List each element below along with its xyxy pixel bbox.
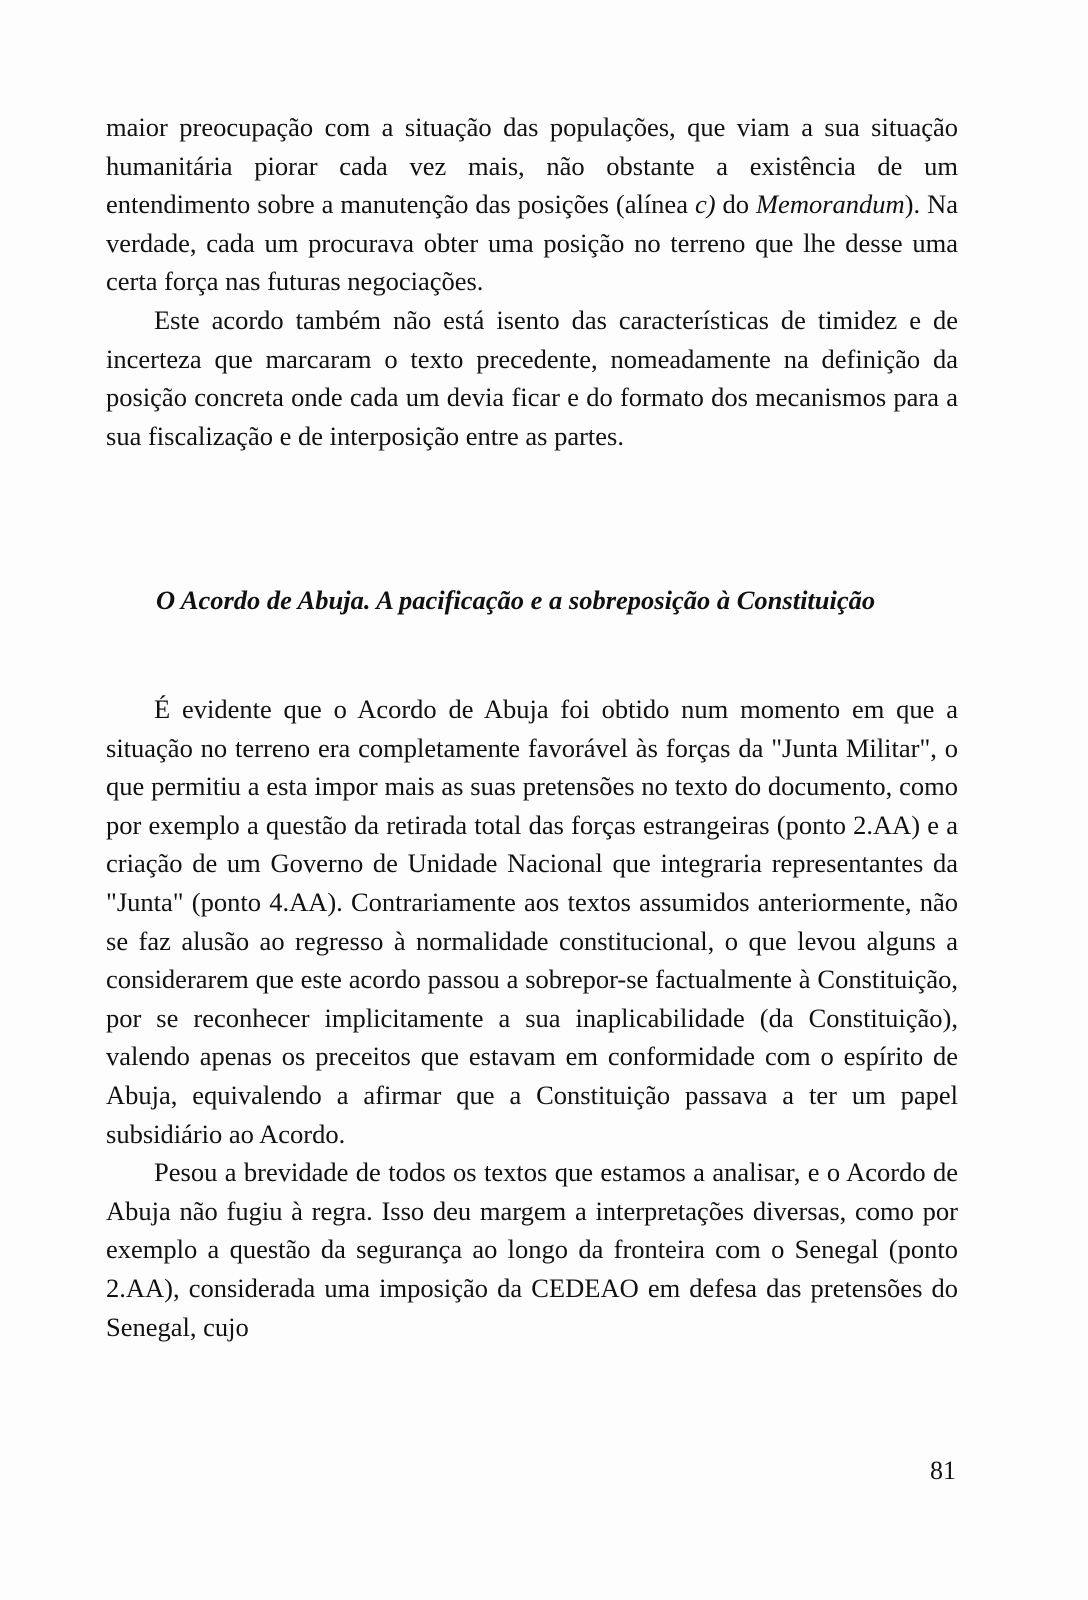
paragraph-4: Pesou a brevidade de todos os textos que estamos a analisar, e o Acordo de Abuja não fugiu à regra. Isso deu margem a interpretações diversas, como por exemplo a questão da segurança ao longo da fronteira com o Senegal (ponto 2.AA), considerada uma imposição da CEDEAO em defesa das pretensões do Senegal, cujo: [106, 1157, 958, 1342]
paragraph-1-italic-c: c): [694, 189, 716, 220]
paragraph-3: É evidente que o Acordo de Abuja foi obtido num momento em que a situação no terreno era completamente favorável às forças da "Junta Militar", o que permitiu a esta impor mais as suas pretensões no texto do documento, como por exemplo a questão da retirada total das forças estrangeiras (ponto 2.AA) e a criação de um Governo de Unidade Nacional que integraria representantes da "Junta" (ponto 4.AA). Contrariamente aos textos assumidos anteriormente, não se faz alusão ao regresso à normalidade constitucional, o que levou alguns a considerarem que este acordo passou a sobrepor-se factualmente à Constituição, por se reconhecer implicitamente a sua inaplicabilidade (da Constituição), valendo apenas os preceitos que estavam em conformidade com o espírito de Abuja, equivalendo a afirmar que a Constituição passava a ter um papel subsidiário ao Acordo.: [106, 694, 958, 1149]
memorandum-italic: Memorandum: [755, 189, 905, 220]
section-heading: O Acordo de Abuja. A pacificação e a sobreposição à Constituição: [156, 585, 876, 615]
paragraph-2: Este acordo também não está isento das características de timidez e de incerteza que marcaram o texto precedente, nomeadamente na definição da posição concreta onde cada um devia ficar e do formato dos mecanismos para a sua fiscalização e de interposição entre as partes.: [106, 304, 958, 451]
paragraph-1-tail: ). Na verdade, cada um procurava obter uma posição no terreno que lhe desse uma certa força nas futuras negociações.: [106, 189, 958, 297]
top-text-block: [106, 108, 958, 455]
bottom-text-block: [106, 690, 958, 1346]
paragraph-continuation: [106, 108, 958, 301]
page-number: 81: [930, 1456, 956, 1485]
paragraph-1-lead: maior preocupação com a situação das populações, que viam a sua situação humanitária piorar cada vez mais, não obstante a existência de um entendimento sobre a manutenção das posições (alínea: [106, 112, 958, 220]
paragraph-1-mid: do: [715, 189, 756, 220]
